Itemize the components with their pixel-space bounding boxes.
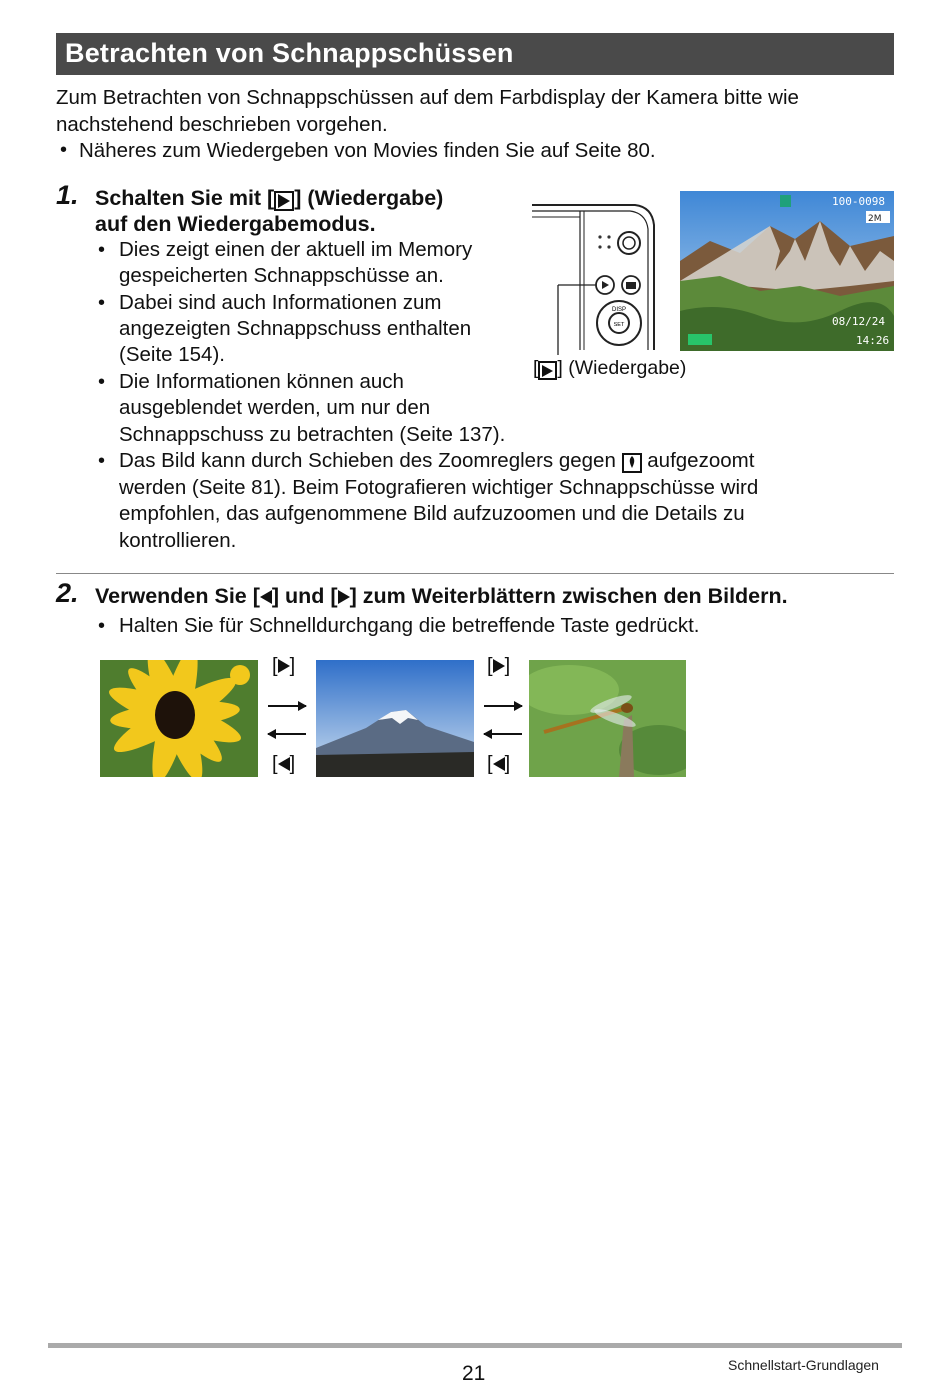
page-title: Betrachten von Schnappschüssen [65, 38, 514, 68]
next-key-label-1: [ ] [272, 655, 296, 677]
bullet-dot: • [60, 139, 68, 161]
footer-rule [48, 1343, 902, 1348]
step-1-bullet-3-line-2: ausgeblendet werden, um nur den [119, 396, 431, 419]
page-number: 21 [462, 1362, 486, 1385]
left-arrow-icon [268, 733, 306, 735]
svg-text:2M: 2M [868, 214, 882, 224]
prev-key-label-2: [ ] [487, 753, 511, 775]
playback-button-caption: [ ] (Wiedergabe) [533, 357, 687, 379]
zoom-text-pre: Das Bild kann durch Schieben des Zoomreglers gegen [119, 449, 616, 472]
step-1-bullet-4-line-2: werden (Seite 81). Beim Fotografieren wichtiger Schnappschüsse wird [119, 476, 759, 499]
bullet-dot: • [98, 450, 106, 472]
section-title-bar [56, 33, 894, 75]
zoom-tele-icon [622, 453, 642, 473]
step-1-bullet-2-line-2: angezeigten Schnappschuss enthalten [119, 317, 472, 340]
playback-screen-photo [680, 191, 894, 351]
step-1-heading-pre: Schalten Sie mit [ [95, 186, 275, 210]
step-2-bullet: Halten Sie für Schnelldurchgang die betreffende Taste gedrückt. [119, 614, 700, 637]
step-1-number: 1. [56, 180, 79, 210]
step-1-bullet-3-line-1: Die Informationen können auch [119, 370, 404, 393]
prev-key-label-1: [ ] [272, 753, 296, 775]
step-1-bullet-1-line-1: Dies zeigt einen der aktuell im Memory [119, 238, 473, 261]
step-1-bullet-3-line-3: Schnappschuss zu betrachten (Seite 137). [119, 423, 506, 446]
bullet-dot: • [98, 615, 106, 637]
playback-caption-text: (Wiedergabe) [568, 357, 687, 379]
step-2-heading [95, 583, 788, 609]
svg-text:SET: SET [613, 322, 625, 328]
left-arrow-icon [484, 733, 522, 735]
intro-line-1: Zum Betrachten von Schnappschüssen auf dem Farbdisplay der Kamera bitte wie [56, 86, 799, 109]
step-1-bullet-1-line-2: gespeicherten Schnappschüsse an. [119, 264, 444, 287]
section-divider [56, 573, 894, 574]
mountain-photo [316, 660, 474, 777]
intro-bullet: Näheres zum Wiedergeben von Movies finden Sie auf Seite 80. [79, 139, 656, 162]
intro-line-2: nachstehend beschrieben vorgehen. [56, 113, 388, 136]
bullet-dot: • [98, 292, 106, 314]
sunflower-photo [100, 660, 258, 777]
step-1-bullet-4-line-4: kontrollieren. [119, 529, 237, 552]
right-arrow-icon [484, 705, 522, 707]
step-2-heading-pre: Verwenden Sie [ [95, 584, 260, 608]
right-arrow-icon [268, 705, 306, 707]
right-arrow-icon [338, 590, 350, 604]
step-1-heading-line-2: auf den Wiedergabemodus. [95, 212, 376, 236]
playback-button-icon [274, 191, 294, 211]
svg-text:100-0098: 100-0098 [832, 195, 885, 208]
zoom-text-post: aufgezoomt [647, 449, 755, 472]
left-arrow-icon [260, 590, 272, 604]
bullet-dot: • [98, 371, 106, 393]
footer-section-label: Schnellstart-Grundlagen [728, 1357, 879, 1373]
next-key-label-2: [ ] [487, 655, 511, 677]
step-1-bullet-4-line-1 [119, 448, 754, 475]
camera-back-illustration [530, 195, 660, 355]
step-2-heading-mid: ] und [ [271, 584, 338, 608]
step-1-bullet-2-line-1: Dabei sind auch Informationen zum [119, 291, 442, 314]
step-2-number: 2. [56, 578, 79, 608]
step-2-heading-post: ] zum Weiterblättern zwischen den Bildern. [349, 584, 788, 608]
step-1-bullet-2-line-3: (Seite 154). [119, 343, 225, 366]
playback-icon [538, 361, 557, 380]
dragonfly-photo [529, 660, 686, 777]
svg-text:08/12/24: 08/12/24 [832, 315, 885, 328]
step-1-heading [95, 185, 443, 211]
step-1-bullet-4-line-3: empfohlen, das aufgenommene Bild aufzuzoomen und die Details zu [119, 502, 745, 525]
step-1-heading-post: ] (Wiedergabe) [294, 186, 444, 210]
svg-text:DISP: DISP [611, 307, 627, 313]
bullet-dot: • [98, 239, 106, 261]
svg-text:14:26: 14:26 [856, 334, 890, 347]
